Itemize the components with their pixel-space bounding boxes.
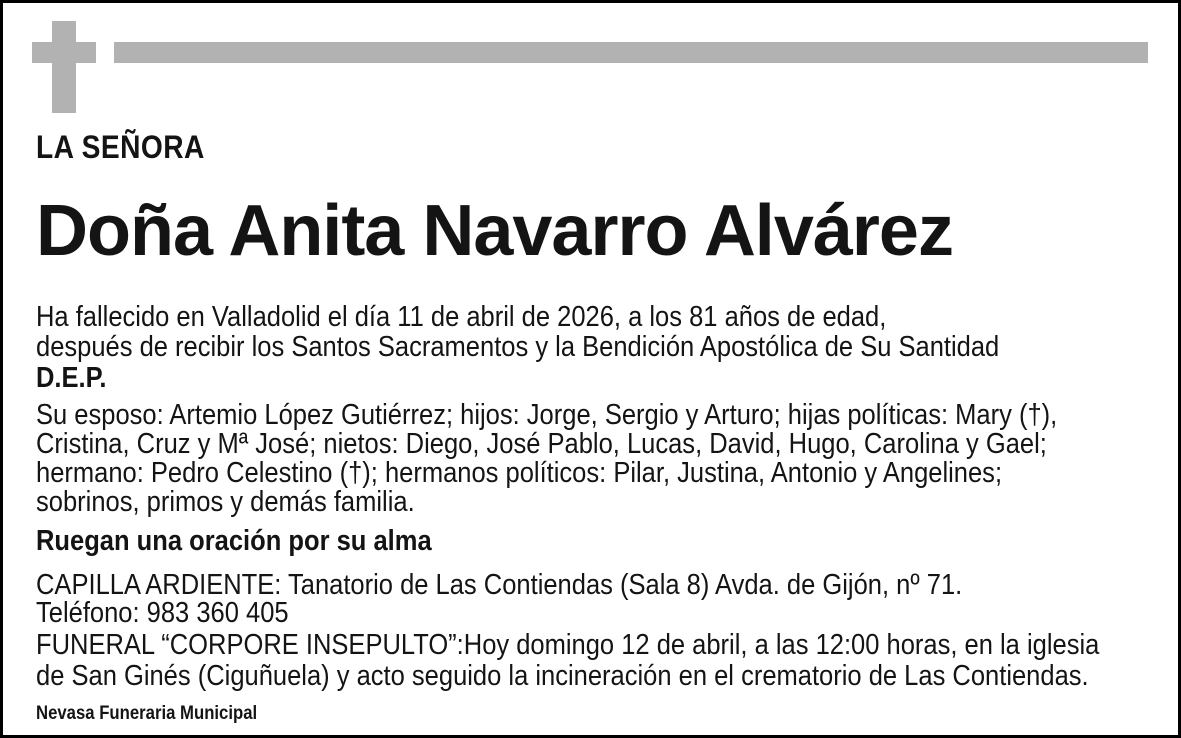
cross-icon-horizontal-bar <box>32 42 96 63</box>
family-list <box>36 401 1181 517</box>
header-rule <box>114 42 1148 63</box>
deceased-name: Doña Anita Navarro Alvárez <box>36 191 953 271</box>
funeral-home-name: Nevasa Funeraria Municipal <box>36 703 258 724</box>
death-announcement <box>36 302 1131 362</box>
chapel-info <box>36 571 1089 627</box>
dep-abbreviation: D.E.P. <box>36 362 107 394</box>
prayer-request: Ruegan una oración por su alma <box>36 525 432 557</box>
funeral-info-line: FUNERAL “CORPORE INSEPULTO”:Hoy domingo 12 de abril, a las 12:00 horas, en la iglesia <box>36 629 1100 661</box>
family-list-line: Cristina, Cruz y Mª José; nietos: Diego, José Pablo, Lucas, David, Hugo, Carolina y Gael; <box>36 428 1047 460</box>
family-list-line: Su esposo: Artemio López Gutiérrez; hijos: Jorge, Sergio y Arturo; hijas políticas: Mary (†), <box>36 399 1058 431</box>
family-list-line: sobrinos, primos y demás familia. <box>36 486 415 518</box>
funeral-info <box>36 630 1181 692</box>
death-announcement-line: después de recibir los Santos Sacramentos y la Bendición Apostólica de Su Santidad <box>36 331 1000 363</box>
death-announcement-line: Ha fallecido en Valladolid el día 11 de abril de 2026, a los 81 años de edad, <box>36 301 887 333</box>
phone-line: Teléfono: 983 360 405 <box>36 597 289 629</box>
cross-icon-vertical-bar <box>52 21 76 113</box>
family-list-line: hermano: Pedro Celestino (†); hermanos políticos: Pilar, Justina, Antonio y Angelines; <box>36 457 1003 489</box>
chapel-location-line: CAPILLA ARDIENTE: Tanatorio de Las Contiendas (Sala 8) Avda. de Gijón, nº 71. <box>36 569 963 601</box>
funeral-info-line: de San Ginés (Ciguñuela) y acto seguido la incineración en el crematorio de Las Contiendas. <box>36 660 1089 692</box>
honorific-title: LA SEÑORA <box>36 129 205 165</box>
